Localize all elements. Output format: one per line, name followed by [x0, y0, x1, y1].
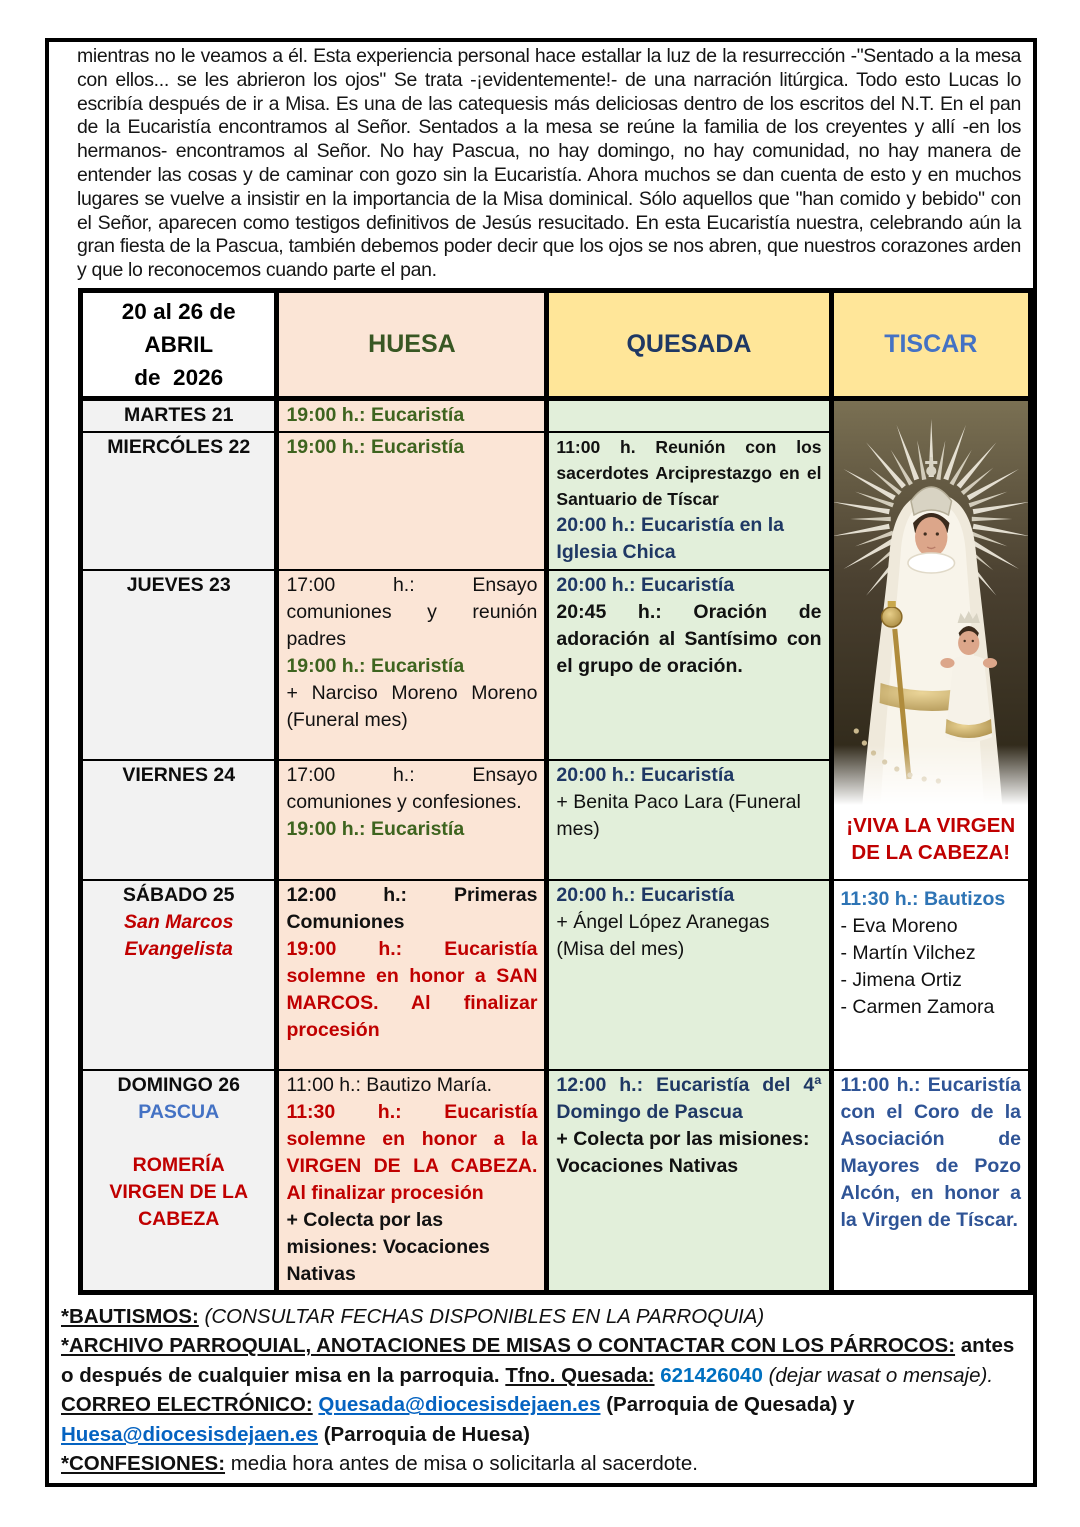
huesa-cell-domingo	[277, 1070, 547, 1293]
tiscar-cell-domingo	[831, 1070, 1031, 1293]
day-cell-jueves: JUEVES 23	[81, 570, 277, 760]
day-cell-domingo	[81, 1070, 277, 1293]
event-huesa-miercoles-mass: 19:00 h.: Eucaristía	[286, 435, 465, 458]
week-date-header	[81, 290, 277, 398]
huesa-cell-miercoles	[277, 432, 547, 570]
quesada-cell-miercoles	[547, 432, 831, 570]
huesa-cell-viernes	[277, 760, 547, 880]
event-huesa-domingo-solemn-mass: 11:30 h.: Eucaristía solemne en honor a la VIRGEN DE LA CABEZA. Al finalizar procesión	[286, 1100, 538, 1204]
event-quesada-domingo-collection: + Colecta por las misiones: Vocaciones Nativas	[556, 1127, 810, 1177]
day-label-domingo: DOMINGO 26	[117, 1073, 240, 1096]
footer-notes	[61, 1302, 1019, 1479]
email-quesada-note: (Parroquia de Quesada) y	[606, 1393, 855, 1417]
bulletin-page	[45, 38, 1037, 1487]
schedule-table	[78, 288, 1033, 1295]
event-huesa-sabado-communions: 12:00 h.: Primeras Comuniones	[286, 883, 538, 933]
event-huesa-viernes-rehearsal: 17:00 h.: Ensayo comuniones y confesiones.	[286, 763, 538, 813]
event-huesa-viernes-mass: 19:00 h.: Eucaristía	[286, 817, 465, 840]
event-quesada-viernes-funeral: + Benita Paco Lara (Funeral mes)	[556, 790, 801, 840]
feast-label-line2: Evangelista	[124, 937, 233, 960]
quesada-cell-sabado	[547, 880, 831, 1070]
event-huesa-sabado-solemn-mass: 19:00 h.: Eucaristía solemne en honor a SAN MARCOS. Al finalizar procesión	[286, 937, 538, 1041]
baptism-name: - Carmen Zamora	[840, 995, 995, 1018]
event-quesada-jueves-mass: 20:00 h.: Eucaristía	[556, 573, 735, 596]
baptism-name: - Jimena Ortiz	[840, 968, 962, 991]
event-quesada-sabado-mass: 20:00 h.: Eucaristía	[556, 883, 735, 906]
baptism-name: - Martín Vilchez	[840, 941, 976, 964]
event-huesa-domingo-baptism: 11:00 h.: Bautizo María.	[286, 1073, 493, 1096]
quesada-cell-viernes	[547, 760, 831, 880]
day-cell-miercoles: MIERCÓLES 22	[81, 432, 277, 570]
table-header-row	[81, 290, 1031, 398]
column-header-quesada: QUESADA	[547, 290, 831, 398]
email-huesa-link[interactable]: Huesa@diocesisdejaen.es	[61, 1422, 319, 1446]
bautismos-label: *BAUTISMOS:	[61, 1304, 199, 1328]
day-label-sabado: SÁBADO 25	[122, 883, 235, 906]
event-huesa-martes-mass: 19:00 h.: Eucaristía	[286, 403, 465, 426]
row-sabado	[81, 880, 1031, 1070]
day-label-romeria: ROMERÍA	[132, 1153, 225, 1176]
event-huesa-jueves-funeral: + Narciso Moreno Moreno (Funeral mes)	[286, 681, 538, 731]
day-cell-martes: MARTES 21	[81, 398, 277, 432]
day-cell-viernes: VIERNES 24	[81, 760, 277, 880]
tiscar-cell-sabado	[831, 880, 1031, 1070]
day-label-virgen: VIRGEN DE LA CABEZA	[109, 1180, 249, 1230]
schedule-table-wrap	[78, 288, 1033, 1295]
baptism-name: - Eva Moreno	[840, 914, 958, 937]
huesa-cell-sabado	[277, 880, 547, 1070]
quesada-cell-domingo	[547, 1070, 831, 1293]
event-quesada-viernes-mass: 20:00 h.: Eucaristía	[556, 763, 735, 786]
confesiones-text: media hora antes de misa o solicitarla al sacerdote.	[230, 1452, 698, 1476]
tiscar-photo-cell	[831, 398, 1031, 880]
event-quesada-jueves-adoration: 20:45 h.: Oración de adoración al Santísimo con el grupo de oración.	[556, 600, 822, 677]
quesada-cell-martes	[547, 398, 831, 432]
confesiones-label: *CONFESIONES:	[61, 1452, 226, 1476]
virgen-de-la-cabeza-photo	[834, 401, 1029, 805]
event-quesada-sabado-month-mass: + Ángel López Aranegas (Misa del mes)	[556, 910, 770, 960]
phone-note: (dejar wasat o mensaje).	[768, 1363, 994, 1387]
email-quesada-link[interactable]: Quesada@diocesisdejaen.es	[318, 1393, 601, 1417]
correo-label: CORREO ELECTRÓNICO:	[61, 1393, 313, 1417]
phone-number[interactable]: 621426040	[660, 1363, 763, 1387]
bautismos-note: (CONSULTAR FECHAS DISPONIBLES EN LA PARROQUIA)	[204, 1304, 765, 1328]
day-label-pascua: PASCUA	[138, 1100, 220, 1123]
note-archivo	[61, 1331, 1019, 1449]
email-huesa-note: (Parroquia de Huesa)	[323, 1422, 530, 1446]
archivo-text: antes o después de cualquier misa en la parroquia.	[61, 1334, 1015, 1387]
spacer	[90, 1126, 267, 1152]
intro-paragraph: mientras no le veamos a él. Esta experiencia personal hace estallar la luz de la resurrección -"Sentado a la mesa con ellos... se les abrieron los ojos" Se trata -¡evidentemente!- de una narración litúrgica. Todo esto Lucas lo escribía después de ir a Misa. Es una de las catequesis más deliciosas dentro de los escritos del N.T. En el pan de la Eucaristía encontramos al Señor. Sentados a la mesa se reúne la familia de los creyentes y allí -en los hermanos- encontramos al Señor. No hay Pascua, no hay domingo, no hay comunidad, no hay manera de entender las cosas y de caminar con gozo sin la Eucaristía. Ahora muchos se dan cuenta de esto y en muchos lugares se vuelve a insistir en la importancia de la Misa dominical. Sólo aquellos que "han comido y bebido" con el Señor, aparecen como testigos definitivos de Jesús resucitado. En esta Eucaristía nuestra, celebrando aún la gran fiesta de la Pascua, también debemos poder decir que los ojos se nos abren, que nuestros corazones arden y que lo reconocemos cuando parte el pan.	[77, 45, 1021, 282]
note-bautismos	[61, 1302, 1019, 1332]
event-huesa-jueves-rehearsal: 17:00 h.: Ensayo comuniones y reunión padres	[286, 573, 538, 650]
tfno-label: Tfno. Quesada:	[505, 1363, 655, 1387]
event-huesa-jueves-mass: 19:00 h.: Eucaristía	[286, 654, 465, 677]
row-martes	[81, 398, 1031, 432]
column-header-tiscar: TISCAR	[831, 290, 1031, 398]
event-quesada-domingo-mass: 12:00 h.: Eucaristía del 4ª Domingo de Pascua	[556, 1073, 822, 1123]
day-cell-sabado	[81, 880, 277, 1070]
week-date-line2: de 2026	[134, 364, 224, 390]
event-huesa-domingo-collection: + Colecta por las misiones: Vocaciones Nativas	[286, 1208, 490, 1285]
huesa-cell-jueves	[277, 570, 547, 760]
column-header-huesa: HUESA	[277, 290, 547, 398]
archivo-label: *ARCHIVO PARROQUIAL, ANOTACIONES DE MISAS O CONTACTAR CON LOS PÁRROCOS:	[61, 1334, 956, 1358]
event-tiscar-sabado-baptisms-title: 11:30 h.: Bautizos	[840, 887, 1006, 910]
viva-virgen-banner: ¡VIVA LA VIRGEN DE LA CABEZA!	[846, 813, 1016, 864]
feast-label-line1: San Marcos	[123, 910, 234, 933]
event-quesada-miercoles-mass: 20:00 h.: Eucaristía en la Iglesia Chica	[556, 513, 785, 563]
note-confesiones	[61, 1449, 1019, 1479]
quesada-cell-jueves	[547, 570, 831, 760]
week-date-line1: 20 al 26 de ABRIL	[121, 298, 236, 357]
huesa-cell-martes	[277, 398, 547, 432]
event-quesada-miercoles-meeting: 11:00 h. Reunión con los sacerdotes Arciprestazgo en el Santuario de Tíscar	[556, 436, 822, 509]
event-tiscar-domingo-mass: 11:00 h.: Eucaristía con el Coro de la Asociación de Mayores de Pozo Alcón, en honor a la Virgen de Tíscar.	[840, 1073, 1021, 1231]
row-domingo	[81, 1070, 1031, 1293]
